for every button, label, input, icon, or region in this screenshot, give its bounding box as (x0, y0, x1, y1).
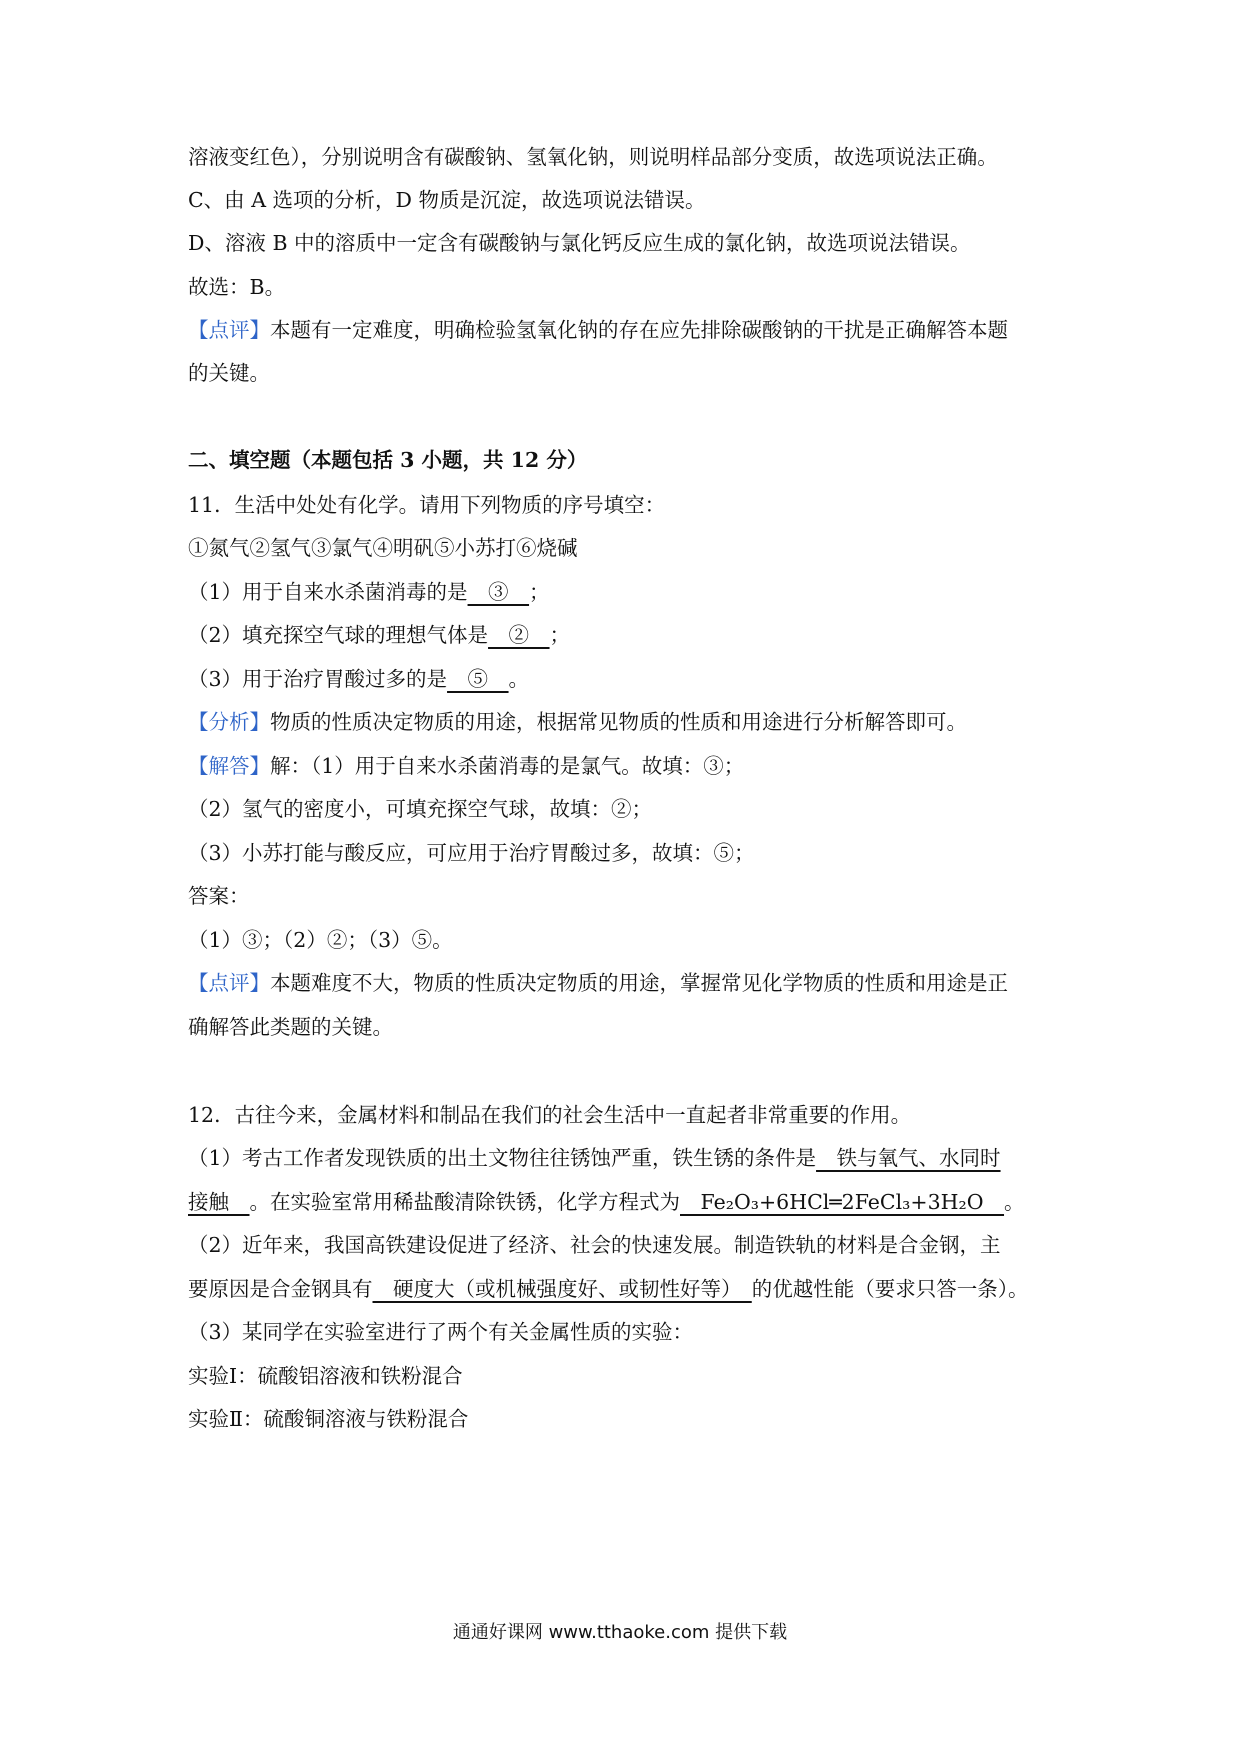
option-c-explanation: C、由 A 选项的分析，D 物质是沉淀，故选项说法错误。 (188, 188, 706, 212)
q12-part2-answer: 硬度大（或机械强度好、或韧性好等） (372, 1277, 752, 1301)
q12-experiment-2: 实验Ⅱ：硫酸铜溶液与铁粉混合 (188, 1407, 469, 1431)
q12-experiment-1: 实验Ⅰ：硫酸铝溶液和铁粉混合 (188, 1364, 463, 1388)
q11-analysis (188, 707, 967, 737)
q12-stem: 12．古往今来，金属材料和制品在我们的社会生活中一直起者非常重要的作用。 (188, 1103, 912, 1127)
section-heading: 二、填空题（本题包括 3 小题，共 12 分） (188, 448, 588, 472)
q11-answer-final: （1）③；（2）②；（3）⑤。 (188, 928, 453, 952)
comment-text: 本题难度不大，物质的性质决定物质的用途，掌握常见化学物质的性质和用途是正 (270, 971, 1008, 995)
q12-part1-mid: 。在实验室常用稀盐酸清除铁锈，化学方程式为 (249, 1190, 680, 1214)
analysis-tag: 【分析】 (188, 710, 270, 734)
q11-part2-prompt: （2）填充探空气球的理想气体是 (188, 623, 489, 647)
q12-part1-continued (188, 1187, 1025, 1217)
q11-answer-label: 答案： (188, 884, 250, 908)
comment-tag: 【点评】 (188, 318, 270, 342)
q11-stem: 11．生活中处处有化学。请用下列物质的序号填空： (188, 493, 666, 517)
q11-solution-3: （3）小苏打能与酸反应，可应用于治疗胃酸过多，故填：⑤； (188, 841, 755, 865)
q12-part3: （3）某同学在实验室进行了两个有关金属性质的实验： (188, 1320, 694, 1344)
q11-part2-punct: ； (549, 623, 571, 647)
q12-part2-end: 的优越性能（要求只答一条）。 (751, 1277, 1029, 1301)
comment-line-continued: 的关键。 (188, 361, 270, 385)
comment-line (188, 315, 1008, 345)
q12-equation: Fe₂O₃+6HCl═2FeCl₃+3H₂O (680, 1190, 1005, 1214)
comment-tag: 【点评】 (188, 971, 270, 995)
q11-part2 (188, 620, 570, 650)
q12-part1-answer-end: 接触 (188, 1190, 250, 1214)
q11-comment-continued: 确解答此类题的关键。 (188, 1015, 393, 1039)
q11-solution (188, 751, 744, 781)
q11-part3 (188, 664, 529, 694)
q12-part1-end: 。 (1004, 1190, 1025, 1214)
q12-part2: （2）近年来，我国高铁建设促进了经济、社会的快速发展。制造铁轨的材料是合金钢，主 (188, 1233, 1001, 1257)
q11-part1-prompt: （1）用于自来水杀菌消毒的是 (188, 580, 468, 604)
analysis-text: 物质的性质决定物质的用途，根据常见物质的性质和用途进行分析解答即可。 (270, 710, 967, 734)
q12-part1-prompt: （1）考古工作者发现铁质的出土文物往往锈蚀严重，铁生锈的条件是 (188, 1146, 817, 1170)
q11-part3-punct: 。 (508, 667, 530, 691)
q12-part1-answer: 铁与氧气、水同时 (816, 1146, 1001, 1170)
q11-comment (188, 968, 1008, 998)
q12-part2-continued (188, 1274, 1029, 1304)
q12-part2-prompt: 要原因是合金钢具有 (188, 1277, 373, 1301)
comment-text: 本题有一定难度，明确检验氢氧化钠的存在应先排除碳酸钠的干扰是正确解答本题 (270, 318, 1008, 342)
q11-part1-answer: ③ (467, 580, 530, 604)
q11-options: ①氮气②氢气③氯气④明矾⑤小苏打⑥烧碱 (188, 536, 578, 560)
solution-text: 解：（1）用于自来水杀菌消毒的是氯气。故填：③； (270, 754, 745, 778)
q11-part1 (188, 577, 550, 607)
q11-part1-punct: ； (529, 580, 550, 604)
text-line: 溶液变红色），分别说明含有碳酸钠、氢氧化钠，则说明样品部分变质，故选项说法正确。 (188, 145, 998, 169)
q11-part3-answer: ⑤ (447, 667, 509, 691)
page-footer: 通通好课网 www.tthaoke.com 提供下载 (452, 1622, 788, 1643)
answer-choice: 故选：B。 (188, 275, 286, 299)
solution-tag: 【解答】 (188, 754, 270, 778)
q11-solution-2: （2）氢气的密度小，可填充探空气球，故填：②； (188, 797, 653, 821)
q12-part1 (188, 1143, 1001, 1173)
q11-part2-answer: ② (488, 623, 550, 647)
option-d-explanation: D、溶液 B 中的溶质中一定含有碳酸钠与氯化钙反应生成的氯化钠，故选项说法错误。 (188, 231, 971, 255)
q11-part3-prompt: （3）用于治疗胃酸过多的是 (188, 667, 448, 691)
